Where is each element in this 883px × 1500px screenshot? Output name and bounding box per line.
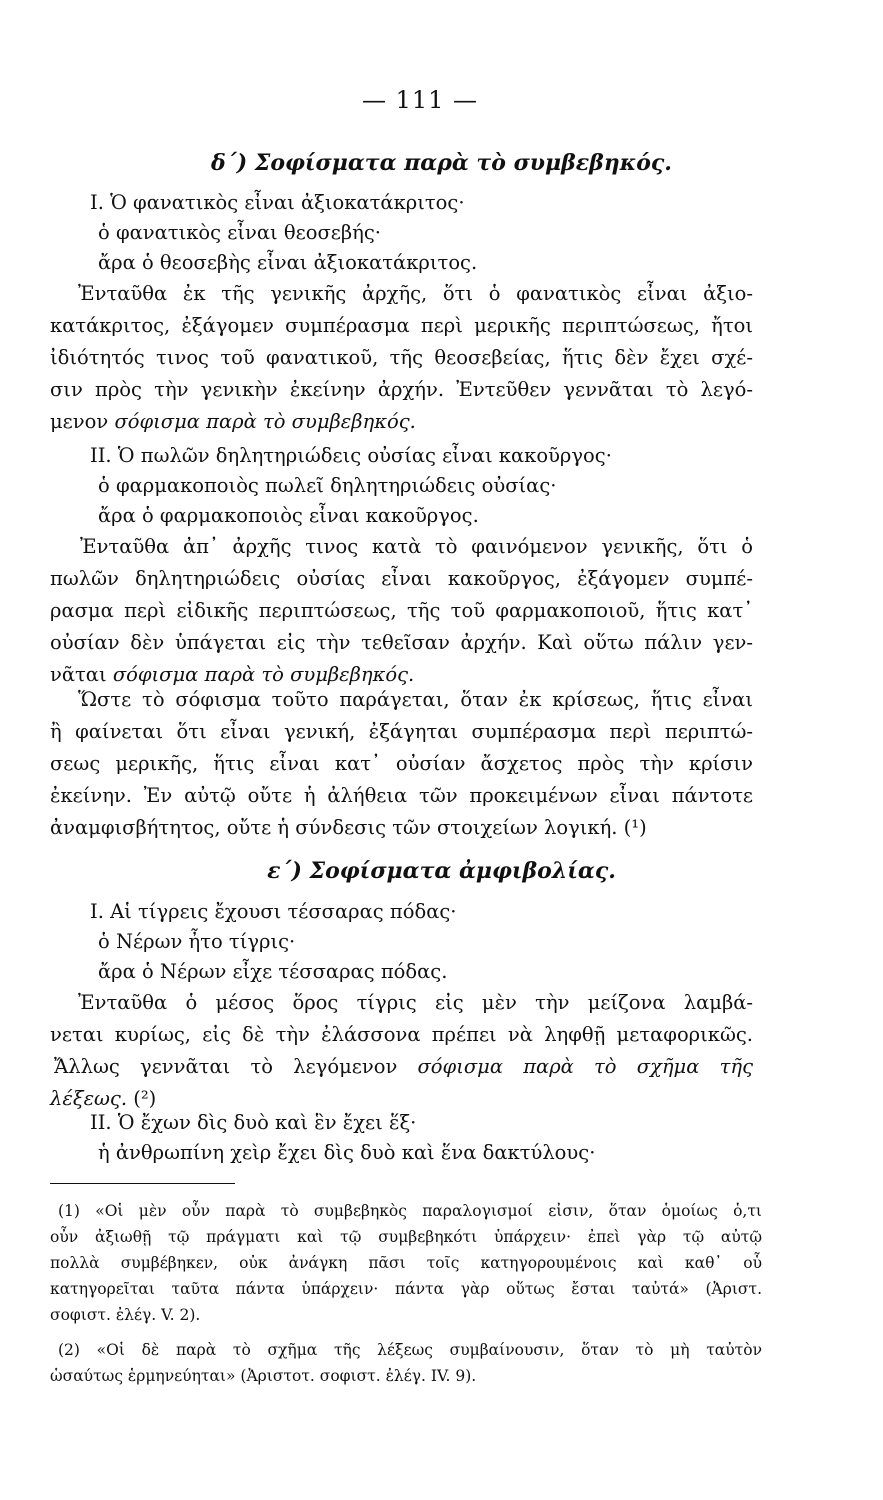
paragraph-line — [50, 412, 416, 432]
syllogism-line: ἄρα ὁ φαρμακοποιὸς εἶναι κακοῦργος. — [98, 504, 479, 527]
paragraph-line: ἐκείνην. Ἐν αὐτῷ οὔτε ἡ ἀλήθεια τῶν προκειμένων εἶναι πάντοτε — [50, 784, 753, 807]
syllogism-line: II. Ὁ πωλῶν δηλητηριώδεις οὐσίας εἶναι κακοῦργος· — [90, 444, 612, 467]
paragraph-line: ἰδιότητός τινος τοῦ φανατικοῦ, τῆς θεοσεβείας, ἥτις δὲν ἔχει σχέ- — [50, 346, 753, 369]
syllogism-line: I. Αἱ τίγρεις ἔχουσι τέσσαρας πόδας· — [90, 900, 457, 923]
footnote-line: πολλὰ συμβέβηκεν, οὐκ ἀνάγκη πᾶσι τοῖς κατηγορουμένοις καὶ καθ᾽ οὗ — [50, 1254, 762, 1272]
paragraph-line: Ὥστε τὸ σόφισμα τοῦτο παράγεται, ὅταν ἐκ κρίσεως, ἥτις εἶναι — [78, 688, 753, 711]
paragraph-line: οὐσίαν δὲν ὑπάγεται εἰς τὴν τεθεῖσαν ἀρχήν. Καὶ οὕτω πάλιν γεν- — [50, 631, 753, 654]
paragraph-line: νεται κυρίως, εἰς δὲ τὴν ἐλάσσονα πρέπει νὰ ληφθῇ μεταφορικῶς. — [50, 1023, 753, 1046]
section-heading-ambiguity: ε΄) Σοφίσματα ἀμφιβολίας. — [267, 858, 616, 884]
syllogism-line: I. Ὁ φανατικὸς εἶναι ἀξιοκατάκριτος· — [90, 191, 465, 214]
italic-term: σόφισμα παρὰ τὸ σχῆμα τῆς — [417, 1055, 753, 1078]
paragraph-line: Ἐνταῦθα ὁ μέσος ὅρος τίγρις εἰς μὲν τὴν μείζονα λαμβά- — [78, 991, 753, 1014]
paragraph-line — [50, 665, 414, 685]
paragraph-line: Ἐνταῦθα ἀπ᾽ ἀρχῆς τινος κατὰ τὸ φαινόμενον γενικῆς, ὅτι ὁ — [80, 535, 753, 558]
footnote-marker: (²) — [127, 1087, 157, 1110]
footnote-line: κατηγορεῖται ταῦτα πάντα ὑπάρχειν· πάντα γὰρ οὕτως ἔσται ταὐτά» (Ἀριστ. — [50, 1280, 762, 1298]
footnote-line: (2) «Οἱ δὲ παρὰ τὸ σχῆμα τῆς λέξεως συμβαίνουσιν, ὅταν τὸ μὴ ταὐτὸν — [58, 1341, 762, 1359]
plain-text: μενον — [50, 410, 109, 433]
paragraph-line: σιν πρὸς τὴν γενικὴν ἐκείνην ἀρχήν. Ἐντεῦθεν γεννᾶται τὸ λεγό- — [50, 378, 753, 401]
paragraph-line — [54, 1057, 753, 1077]
footnote-line: οὖν ἀξιωθῇ τῷ πράγματι καὶ τῷ συμβεβηκότι ὑπάρχειν· ἐπεὶ γὰρ τῷ αὐτῷ — [50, 1228, 762, 1246]
plain-text: Ἄλλως γεννᾶται τὸ λεγόμενον — [54, 1055, 398, 1078]
section-heading-accidents: δ΄) Σοφίσματα παρὰ τὸ συμβεβηκός. — [211, 150, 672, 176]
paragraph-line — [50, 1089, 156, 1109]
paragraph-line: ἀναμφισβήτητος, οὔτε ἡ σύνδεσις τῶν στοιχείων λογική. (¹) — [50, 816, 647, 839]
plain-text: νᾶται — [50, 663, 107, 686]
syllogism-line: ὁ φαρμακοποιὸς πωλεῖ δηλητηριώδεις οὐσίας· — [98, 474, 557, 497]
syllogism-line: II. Ὁ ἔχων δὶς δυὸ καὶ ἓν ἔχει ἕξ· — [90, 1111, 417, 1134]
syllogism-line: ἡ ἀνθρωπίνη χεὶρ ἔχει δὶς δυὸ καὶ ἕνα δακτύλους· — [98, 1141, 596, 1164]
paragraph-line: Ἐνταῦθα ἐκ τῆς γενικῆς ἀρχῆς, ὅτι ὁ φανατικὸς εἶναι ἀξιο- — [78, 282, 753, 305]
italic-term: σόφισμα παρὰ τὸ συμβεβηκός. — [112, 663, 415, 686]
syllogism-line: ὁ Νέρων ἦτο τίγρις· — [98, 930, 296, 953]
syllogism-line: ἄρα ὁ Νέρων εἶχε τέσσαρας πόδας. — [98, 960, 448, 983]
footnote-divider — [50, 1183, 235, 1184]
paragraph-line: κατάκριτος, ἐξάγομεν συμπέρασμα περὶ μερικῆς περιπτώσεως, ἤτοι — [50, 314, 753, 337]
italic-term: σόφισμα παρὰ τὸ συμβεβηκός. — [114, 410, 416, 433]
syllogism-line: ὁ φανατικὸς εἶναι θεοσεβής· — [98, 221, 381, 244]
footnote-line: (1) «Οἱ μὲν οὖν παρὰ τὸ συμβεβηκὸς παραλογισμοί εἰσιν, ὅταν ὁμοίως ὁ,τι — [58, 1202, 762, 1220]
footnote-line: ὡσαύτως ἑρμηνεύηται» (Ἀριστοτ. σοφιστ. ἐλέγ. IV. 9). — [50, 1367, 477, 1385]
syllogism-line: ἄρα ὁ θεοσεβὴς εἶναι ἀξιοκατάκριτος. — [98, 251, 478, 274]
footnote-line: σοφιστ. ἐλέγ. V. 2). — [50, 1306, 201, 1324]
paragraph-line: ἢ φαίνεται ὅτι εἶναι γενική, ἐξάγηται συμπέρασμα περὶ περιπτώ- — [50, 720, 753, 743]
italic-term: λέξεως. — [50, 1087, 128, 1110]
paragraph-line: σεως μερικῆς, ἥτις εἶναι κατ᾽ οὐσίαν ἄσχετος πρὸς τὴν κρίσιν — [50, 752, 753, 775]
paragraph-line: ρασμα περὶ εἰδικῆς περιπτώσεως, τῆς τοῦ φαρμακοποιοῦ, ἥτις κατ᾽ — [50, 599, 753, 622]
page-number: — 111 — — [361, 86, 479, 114]
paragraph-line: πωλῶν δηλητηριώδεις οὐσίας εἶναι κακοῦργος, ἐξάγομεν συμπέ- — [50, 567, 753, 590]
